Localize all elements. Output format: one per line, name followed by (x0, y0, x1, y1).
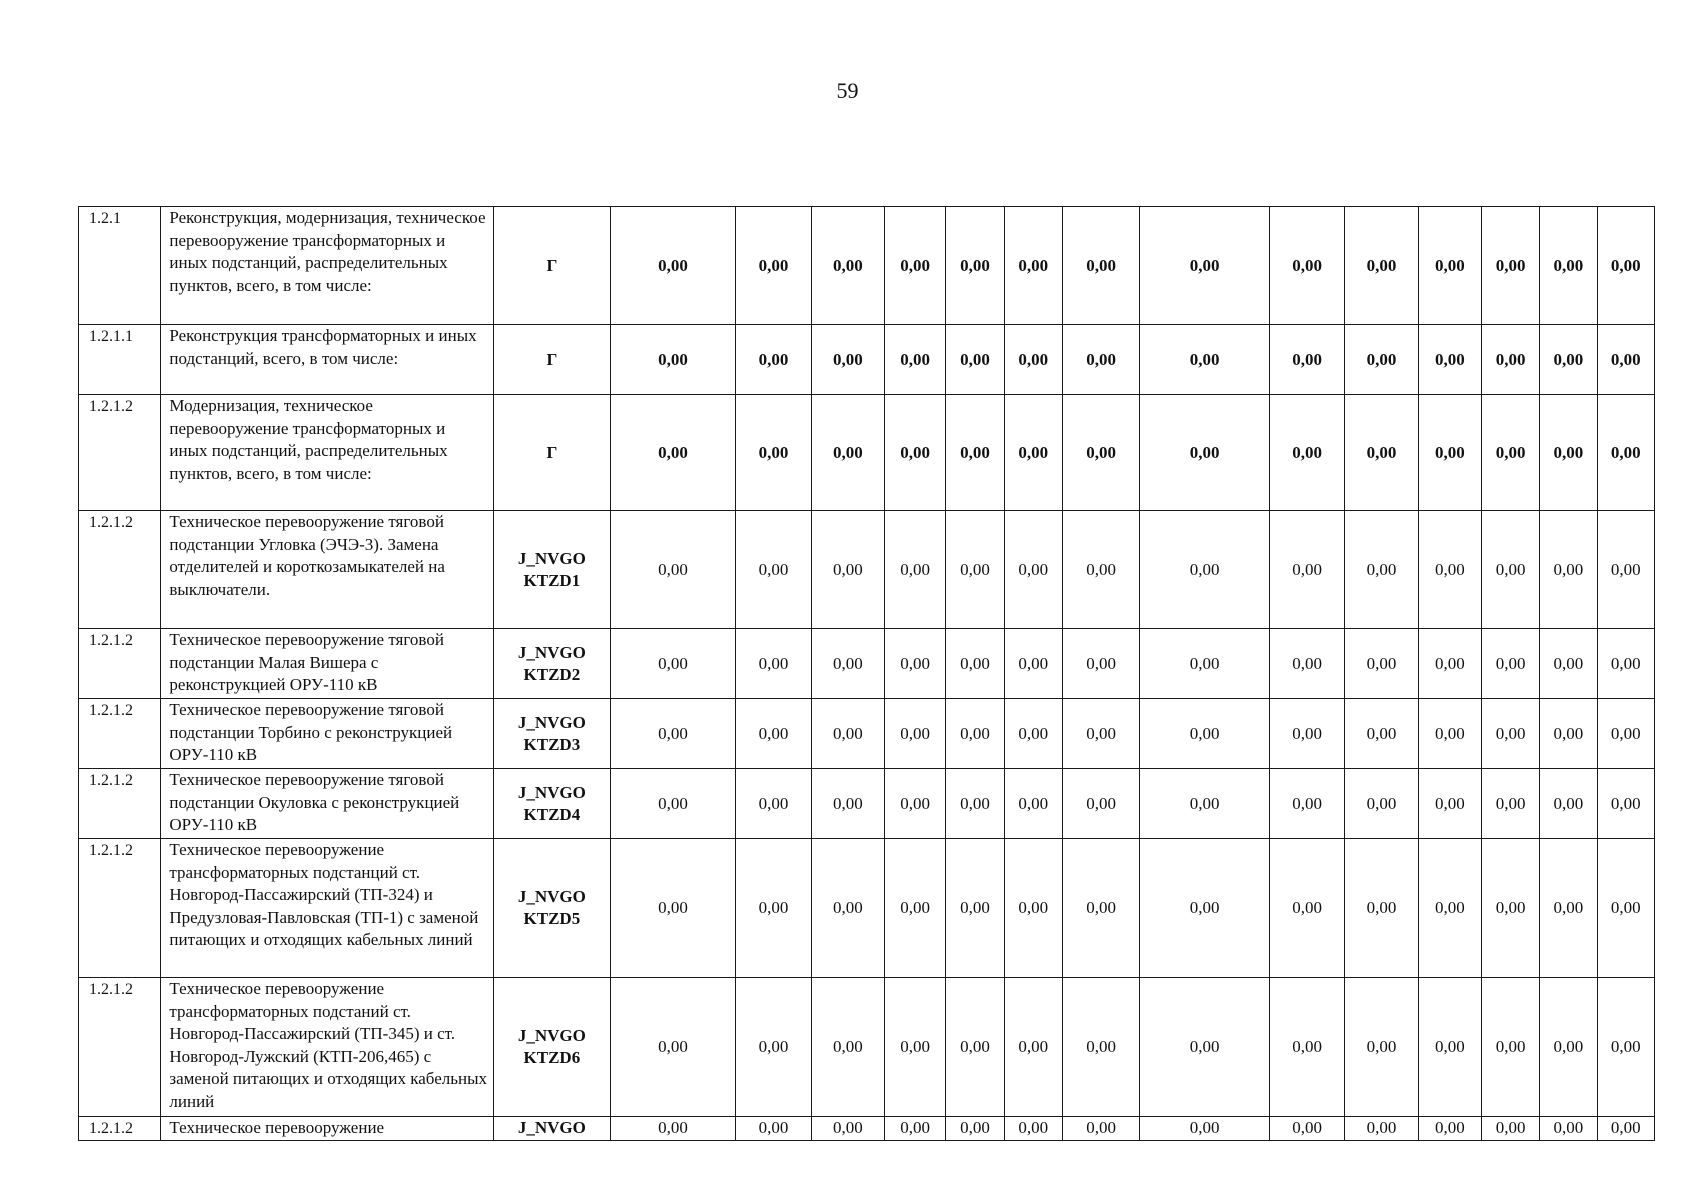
project-code-cell (494, 207, 611, 325)
value-cell: 0,00 (811, 325, 884, 395)
value-cell: 0,00 (1597, 1117, 1654, 1141)
value-cell: 0,00 (1345, 629, 1418, 699)
value-cell: 0,00 (736, 511, 811, 629)
value-cell: 0,00 (1345, 1117, 1418, 1141)
value-cell: 0,00 (946, 978, 1004, 1117)
project-code-line: J_NVGO (517, 712, 586, 732)
value-cell: 0,00 (1418, 395, 1481, 511)
value-cell: 0,00 (1140, 699, 1270, 769)
value-cell: 0,00 (1481, 978, 1539, 1117)
value-cell: 0,00 (610, 511, 736, 629)
value-cell: 0,00 (1062, 978, 1139, 1117)
project-code-line: KTZD3 (523, 734, 581, 754)
value-cell: 0,00 (1345, 699, 1418, 769)
value-cell: 0,00 (1140, 629, 1270, 699)
value-cell: 0,00 (610, 1117, 736, 1141)
value-cell: 0,00 (1269, 629, 1344, 699)
value-cell: 0,00 (1269, 769, 1344, 839)
project-code-cell (494, 325, 611, 395)
value-cell: 0,00 (610, 699, 736, 769)
value-cell: 0,00 (1481, 839, 1539, 978)
value-cell: 0,00 (946, 629, 1004, 699)
value-cell: 0,00 (885, 325, 946, 395)
value-cell: 0,00 (1269, 1117, 1344, 1141)
table-row (79, 629, 1655, 699)
project-code-line: KTZD1 (523, 570, 581, 590)
value-cell: 0,00 (885, 839, 946, 978)
row-number-cell: 1.2.1.2 (79, 511, 161, 629)
value-cell: 0,00 (1540, 511, 1597, 629)
value-cell: 0,00 (1004, 325, 1062, 395)
value-cell: 0,00 (1269, 699, 1344, 769)
row-number-cell: 1.2.1.1 (79, 325, 161, 395)
investment-table (78, 206, 1655, 1141)
value-cell: 0,00 (1481, 511, 1539, 629)
value-cell: 0,00 (1269, 511, 1344, 629)
value-cell: 0,00 (1540, 839, 1597, 978)
project-name-cell: Техническое перевооружение тяговой подстанции Угловка (ЭЧЭ-3). Замена отделителей и короткозамыкателей на выключатели. (161, 511, 494, 629)
value-cell: 0,00 (1269, 978, 1344, 1117)
project-code-cell (494, 699, 611, 769)
project-code-line: Г (546, 255, 558, 275)
value-cell: 0,00 (1062, 1117, 1139, 1141)
value-cell: 0,00 (1597, 978, 1654, 1117)
page-number: 59 (836, 78, 859, 103)
value-cell: 0,00 (1140, 1117, 1270, 1141)
project-name-cell: Техническое перевооружение трансформаторных подстаний ст. Новгород-Пассажирский (ТП-345) и ст. Новгород-Лужский (КТП-206,465) с заменой питающих и отходящих кабельных линий (161, 978, 494, 1117)
value-cell: 0,00 (811, 839, 884, 978)
value-cell: 0,00 (1481, 395, 1539, 511)
value-cell: 0,00 (946, 699, 1004, 769)
value-cell: 0,00 (1418, 325, 1481, 395)
table-row (79, 839, 1655, 978)
value-cell: 0,00 (1140, 978, 1270, 1117)
value-cell: 0,00 (1481, 769, 1539, 839)
value-cell: 0,00 (1418, 207, 1481, 325)
project-name-cell: Техническое перевооружение тяговой подстанции Окуловка с реконструкцией ОРУ-110 кВ (161, 769, 494, 839)
row-number-cell: 1.2.1.2 (79, 978, 161, 1117)
value-cell: 0,00 (1345, 839, 1418, 978)
project-code-cell (494, 769, 611, 839)
table-row (79, 978, 1655, 1117)
value-cell: 0,00 (1481, 207, 1539, 325)
value-cell: 0,00 (1269, 325, 1344, 395)
value-cell: 0,00 (811, 1117, 884, 1141)
value-cell: 0,00 (946, 839, 1004, 978)
value-cell: 0,00 (1597, 699, 1654, 769)
value-cell: 0,00 (610, 395, 736, 511)
value-cell: 0,00 (1140, 207, 1270, 325)
project-code-line: KTZD4 (523, 804, 581, 824)
value-cell: 0,00 (610, 325, 736, 395)
project-code-line: KTZD5 (523, 909, 581, 928)
project-code-cell (494, 629, 611, 699)
project-name-cell: Техническое перевооружение тяговой подстанции Торбино с реконструкцией ОРУ-110 кВ (161, 699, 494, 769)
value-cell: 0,00 (885, 769, 946, 839)
value-cell: 0,00 (610, 839, 736, 978)
value-cell: 0,00 (946, 1117, 1004, 1141)
value-cell: 0,00 (1481, 699, 1539, 769)
value-cell: 0,00 (1418, 769, 1481, 839)
value-cell: 0,00 (610, 978, 736, 1117)
table-row (79, 511, 1655, 629)
value-cell: 0,00 (811, 629, 884, 699)
value-cell: 0,00 (946, 325, 1004, 395)
project-code-line: KTZD2 (523, 664, 581, 684)
row-number-cell: 1.2.1.2 (79, 1117, 161, 1141)
value-cell: 0,00 (610, 629, 736, 699)
project-code-cell (494, 511, 611, 629)
value-cell: 0,00 (1345, 325, 1418, 395)
value-cell: 0,00 (1062, 839, 1139, 978)
value-cell: 0,00 (885, 395, 946, 511)
value-cell: 0,00 (1004, 699, 1062, 769)
value-cell: 0,00 (1062, 629, 1139, 699)
value-cell: 0,00 (1062, 699, 1139, 769)
value-cell: 0,00 (946, 395, 1004, 511)
value-cell: 0,00 (1140, 839, 1270, 978)
value-cell: 0,00 (885, 629, 946, 699)
value-cell: 0,00 (1481, 1117, 1539, 1141)
value-cell: 0,00 (1062, 511, 1139, 629)
value-cell: 0,00 (885, 207, 946, 325)
project-code-line: J_NVGO (517, 782, 586, 802)
value-cell: 0,00 (736, 325, 811, 395)
table-row (79, 395, 1655, 511)
value-cell: 0,00 (610, 769, 736, 839)
project-code-line: J_NVGO (517, 1118, 586, 1137)
value-cell: 0,00 (811, 511, 884, 629)
project-code-cell (494, 978, 611, 1117)
table-row (79, 1117, 1655, 1141)
value-cell: 0,00 (1269, 395, 1344, 511)
row-number-cell: 1.2.1.2 (79, 769, 161, 839)
value-cell: 0,00 (1004, 1117, 1062, 1141)
value-cell: 0,00 (946, 207, 1004, 325)
value-cell: 0,00 (610, 207, 736, 325)
value-cell: 0,00 (1004, 839, 1062, 978)
value-cell: 0,00 (811, 699, 884, 769)
project-code-line: J_NVGO (517, 548, 586, 568)
value-cell: 0,00 (811, 207, 884, 325)
value-cell: 0,00 (885, 978, 946, 1117)
value-cell: 0,00 (1540, 1117, 1597, 1141)
value-cell: 0,00 (1597, 769, 1654, 839)
value-cell: 0,00 (1062, 395, 1139, 511)
value-cell: 0,00 (1345, 978, 1418, 1117)
project-code-line: J_NVGO (517, 887, 586, 906)
value-cell: 0,00 (736, 395, 811, 511)
row-number-cell: 1.2.1.2 (79, 395, 161, 511)
value-cell: 0,00 (1345, 395, 1418, 511)
project-code-line: J_NVGO (517, 1026, 586, 1045)
value-cell: 0,00 (1004, 769, 1062, 839)
value-cell: 0,00 (1597, 207, 1654, 325)
value-cell: 0,00 (885, 511, 946, 629)
project-name-cell: Реконструкция трансформаторных и иных подстанций, всего, в том числе: (161, 325, 494, 395)
project-name-cell: Реконструкция, модернизация, техническое перевооружение трансформаторных и иных подстанций, распределительных пунктов, всего, в том числе: (161, 207, 494, 325)
value-cell: 0,00 (1597, 839, 1654, 978)
value-cell: 0,00 (1481, 629, 1539, 699)
value-cell: 0,00 (946, 511, 1004, 629)
project-name-cell: Техническое перевооружение трансформаторных подстанций ст. Новгород-Пассажирский (ТП-324) и Предузловая-Павловская (ТП-1) с заменой питающих и отходящих кабельных линий (161, 839, 494, 978)
table-row (79, 207, 1655, 325)
value-cell: 0,00 (1269, 839, 1344, 978)
project-code-cell (494, 839, 611, 978)
project-code-line: J_NVGO (517, 642, 586, 662)
value-cell: 0,00 (1062, 769, 1139, 839)
value-cell: 0,00 (1597, 629, 1654, 699)
table-row (79, 769, 1655, 839)
value-cell: 0,00 (1345, 511, 1418, 629)
value-cell: 0,00 (1418, 511, 1481, 629)
value-cell: 0,00 (1418, 839, 1481, 978)
value-cell: 0,00 (1540, 207, 1597, 325)
value-cell: 0,00 (1540, 395, 1597, 511)
project-name-cell: Модернизация, техническое перевооружение трансформаторных и иных подстанций, распределительных пунктов, всего, в том числе: (161, 395, 494, 511)
value-cell: 0,00 (811, 769, 884, 839)
value-cell: 0,00 (1597, 325, 1654, 395)
value-cell: 0,00 (1004, 395, 1062, 511)
table-row (79, 325, 1655, 395)
value-cell: 0,00 (946, 769, 1004, 839)
value-cell: 0,00 (1269, 207, 1344, 325)
value-cell: 0,00 (736, 699, 811, 769)
value-cell: 0,00 (1004, 629, 1062, 699)
value-cell: 0,00 (1062, 325, 1139, 395)
value-cell: 0,00 (1540, 325, 1597, 395)
value-cell: 0,00 (1540, 629, 1597, 699)
value-cell: 0,00 (1418, 629, 1481, 699)
value-cell: 0,00 (1597, 511, 1654, 629)
value-cell: 0,00 (1481, 325, 1539, 395)
project-code-cell (494, 395, 611, 511)
value-cell: 0,00 (736, 1117, 811, 1141)
table-body (79, 207, 1655, 1141)
value-cell: 0,00 (1004, 511, 1062, 629)
value-cell: 0,00 (1540, 699, 1597, 769)
value-cell: 0,00 (1345, 769, 1418, 839)
value-cell: 0,00 (1004, 978, 1062, 1117)
value-cell: 0,00 (1140, 325, 1270, 395)
value-cell: 0,00 (1540, 978, 1597, 1117)
value-cell: 0,00 (1062, 207, 1139, 325)
value-cell: 0,00 (1540, 769, 1597, 839)
value-cell: 0,00 (736, 769, 811, 839)
value-cell: 0,00 (1418, 1117, 1481, 1141)
value-cell: 0,00 (736, 207, 811, 325)
value-cell: 0,00 (1418, 978, 1481, 1117)
value-cell: 0,00 (885, 1117, 946, 1141)
project-code-cell (494, 1117, 611, 1141)
row-number-cell: 1.2.1.2 (79, 699, 161, 769)
project-code-line: Г (546, 442, 558, 462)
value-cell: 0,00 (1345, 207, 1418, 325)
row-number-cell: 1.2.1 (79, 207, 161, 325)
project-code-line: Г (546, 349, 558, 369)
value-cell: 0,00 (1140, 769, 1270, 839)
value-cell: 0,00 (811, 395, 884, 511)
project-name-cell: Техническое перевооружение (161, 1117, 494, 1141)
value-cell: 0,00 (736, 839, 811, 978)
value-cell: 0,00 (885, 699, 946, 769)
project-code-line: KTZD6 (523, 1048, 581, 1067)
value-cell: 0,00 (1597, 395, 1654, 511)
value-cell: 0,00 (1140, 511, 1270, 629)
value-cell: 0,00 (1004, 207, 1062, 325)
row-number-cell: 1.2.1.2 (79, 839, 161, 978)
value-cell: 0,00 (736, 978, 811, 1117)
value-cell: 0,00 (736, 629, 811, 699)
table-row (79, 699, 1655, 769)
value-cell: 0,00 (1140, 395, 1270, 511)
value-cell: 0,00 (811, 978, 884, 1117)
row-number-cell: 1.2.1.2 (79, 629, 161, 699)
project-name-cell: Техническое перевооружение тяговой подстанции Малая Вишера с реконструкцией ОРУ-110 кВ (161, 629, 494, 699)
value-cell: 0,00 (1418, 699, 1481, 769)
